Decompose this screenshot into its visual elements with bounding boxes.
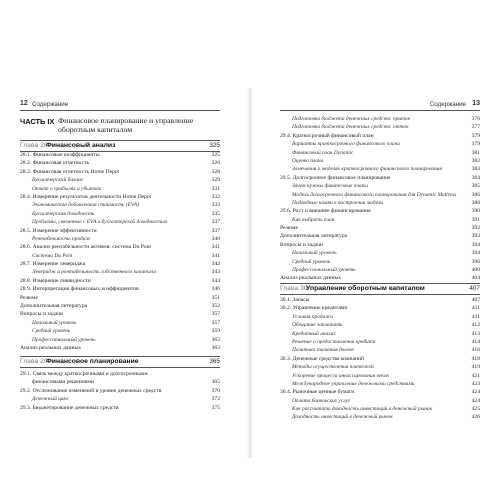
toc-entry[interactable]	[280, 296, 480, 304]
left-page	[20, 100, 220, 460]
toc-entry[interactable]	[20, 370, 220, 378]
toc-entry-title: 30.1. Запасы	[280, 297, 310, 303]
toc-entry-page: 359	[211, 328, 220, 335]
chapter-heading[interactable]	[20, 140, 220, 151]
toc-entry-page: 426	[471, 414, 480, 421]
toc-entry-title: 28.3. Финансовая отчетность Home Depot	[20, 168, 120, 175]
toc-entry-title: Начальный уровень	[32, 319, 77, 326]
toc-entry-page: 394	[471, 250, 480, 257]
toc-list	[20, 151, 220, 352]
toc-entry-page: 412	[471, 322, 480, 329]
toc-entry[interactable]	[280, 232, 480, 240]
toc-subentry[interactable]	[280, 115, 480, 123]
toc-entry-title: Решение о предоставлении кредита	[292, 338, 376, 345]
toc-entry[interactable]	[280, 304, 480, 312]
toc-entry-title: Проблемы, связанные с EVA и бухгалтерской доходностью	[32, 219, 168, 226]
toc-subentry[interactable]	[20, 185, 220, 193]
toc-subentry[interactable]	[280, 258, 480, 266]
toc-entry[interactable]	[20, 404, 220, 412]
toc-subentry[interactable]	[20, 268, 220, 276]
toc-entry-page: 414	[471, 338, 480, 345]
toc-subentry[interactable]	[20, 218, 220, 226]
toc-entry-page: 365	[211, 379, 220, 386]
toc-entry-page: 388	[471, 199, 480, 206]
toc-entry-title: Модель долгосрочного финансового планирования для Dynamic Mattress	[292, 191, 457, 198]
toc-entry[interactable]	[280, 274, 480, 282]
toc-subentry[interactable]	[280, 123, 480, 131]
toc-entry-title: Варианты краткосрочного финансового плана	[292, 141, 400, 148]
toc-entry-page: 329	[211, 177, 220, 184]
toc-entry-title: 28.9. Интерпретация финансовых коэффициентов	[20, 286, 139, 293]
toc-entry-title: Профессиональный уровень	[32, 336, 96, 343]
toc-entry-title: Ускорение процесса инкассирования чеков	[292, 372, 389, 379]
toc-entry-page: 423	[471, 380, 480, 387]
toc-entry-page: 411	[471, 305, 480, 312]
toc-subentry[interactable]	[20, 210, 220, 218]
book-gutter	[247, 88, 253, 458]
toc-entry-title: Экономическая добавленная стоимость (EVA)	[32, 202, 139, 209]
toc-subentry[interactable]	[280, 266, 480, 274]
toc-entry-page: 342	[211, 261, 220, 268]
toc-subentry[interactable]	[280, 397, 480, 405]
toc-entry-page: 377	[471, 124, 480, 131]
toc-entry[interactable]	[20, 310, 220, 318]
left-page-header	[20, 100, 220, 112]
toc-subentry[interactable]	[280, 338, 480, 346]
toc-entry-title: финансовыми решениями	[32, 379, 94, 386]
toc-subentry[interactable]	[280, 191, 480, 199]
toc-entry-page: 370	[211, 387, 220, 394]
toc-entry-title: Подготовка бюджета денежных средств: отток	[292, 124, 409, 131]
toc-entry-title: Дополнительная литература	[20, 303, 88, 310]
toc-entry-title: Доходность инвестиций в денежный рынок	[292, 414, 393, 421]
toc-entry-page: 384	[471, 174, 480, 181]
toc-entry-page: 337	[211, 227, 220, 234]
toc-entry[interactable]	[20, 227, 220, 235]
toc-entry-title: Подводные камни в построении модели	[292, 199, 383, 206]
toc-entry-title: Средний уровень	[32, 328, 71, 335]
toc-entry-title: Кредитный анализ	[292, 330, 336, 337]
toc-entry-page: 379	[471, 141, 480, 148]
toc-entry[interactable]	[20, 378, 220, 386]
toc-entry[interactable]	[280, 388, 480, 396]
toc-entry-title: 29.2. Отслеживание изменений в уровне денежных средств	[20, 387, 162, 394]
toc-entry-title: Оплата банковских услуг	[292, 397, 350, 404]
toc-subentry[interactable]	[20, 235, 220, 243]
toc-subentry[interactable]	[20, 327, 220, 335]
toc-subentry[interactable]	[280, 149, 480, 157]
toc-entry-page: 390	[471, 208, 480, 215]
toc-entry-title: 29.5. Долгосрочное финансовое планирование	[280, 174, 391, 181]
toc-subentry[interactable]	[20, 201, 220, 209]
toc-subentry[interactable]	[20, 176, 220, 184]
toc-entry[interactable]	[20, 151, 220, 159]
toc-entry-page: 382	[471, 157, 480, 164]
toc-subentry[interactable]	[20, 252, 220, 260]
toc-entry-title: Анализ реальных данных	[280, 275, 341, 282]
toc-entry-title: 30.4. Рыночные ценные бумаги	[280, 389, 355, 396]
chapter-heading[interactable]	[280, 283, 480, 294]
part-heading	[20, 117, 220, 137]
toc-entry-page: 340	[211, 235, 220, 242]
toc-entry-page: 376	[471, 116, 480, 122]
toc-entry-page: 362	[211, 336, 220, 343]
toc-subentry[interactable]	[280, 363, 480, 371]
toc-entry-page: 381	[471, 149, 480, 156]
toc-entry-title: Средний уровень	[292, 258, 331, 265]
toc-subentry[interactable]	[280, 313, 480, 321]
part-title: Финансовое планирование и управление оборотным капиталом	[58, 116, 194, 134]
page-number: 13	[472, 100, 480, 107]
toc-entry-page: 333	[211, 202, 220, 209]
toc-entry[interactable]	[20, 243, 220, 251]
toc-list	[20, 370, 220, 412]
toc-subentry[interactable]	[280, 199, 480, 207]
toc-entry-title: 28.5. Измерение эффективности	[20, 227, 97, 234]
toc-entry-page: 424	[471, 397, 480, 404]
header-rule	[20, 110, 220, 111]
toc-entry-page: 357	[211, 319, 220, 326]
toc-entry-page: 407	[471, 297, 480, 303]
toc-entry-page: 332	[211, 193, 220, 200]
toc-subentry[interactable]	[20, 395, 220, 403]
toc-entry-page: 372	[211, 396, 220, 403]
toc-entry[interactable]	[280, 355, 480, 363]
toc-entry[interactable]	[20, 260, 220, 268]
toc-entry-title: 30.2. Управление кредитами	[280, 305, 348, 312]
toc-subentry[interactable]	[280, 249, 480, 257]
chapter-page: 407	[469, 285, 480, 292]
toc-entry-page: 357	[211, 311, 220, 318]
chapter-label: Глава 30	[280, 285, 308, 292]
toc-entry-title: Методы осуществления платежей	[292, 364, 374, 371]
toc-entry-title: Дополнительная литература	[280, 233, 348, 240]
toc-entry-page: 391	[471, 216, 480, 223]
toc-entry-page: 385	[471, 183, 480, 190]
toc-entry-title: Резюме	[20, 294, 38, 301]
toc-entry-page: 392	[471, 225, 480, 232]
toc-entry-page: 416	[471, 347, 480, 354]
toc-entry-page: 351	[211, 294, 220, 301]
toc-subentry[interactable]	[280, 380, 480, 388]
header-rule	[280, 110, 480, 111]
toc-entry-page: 337	[211, 219, 220, 226]
toc-subentry[interactable]	[280, 321, 480, 329]
chapter-heading[interactable]	[20, 356, 220, 367]
toc-entry-page: 411	[471, 313, 480, 320]
chapter-page: 325	[209, 142, 220, 149]
toc-entry-page: 383	[471, 166, 480, 173]
toc-entry[interactable]	[280, 241, 480, 249]
toc-subentry[interactable]	[280, 216, 480, 224]
toc-entry[interactable]	[20, 277, 220, 285]
toc-entry-page: 331	[211, 185, 220, 192]
toc-subentry[interactable]	[280, 157, 480, 165]
toc-entry[interactable]	[20, 285, 220, 293]
toc-entry-page: 325	[211, 152, 220, 158]
toc-entry-page: 386	[471, 191, 480, 198]
toc-entry-title: Бухгалтерский баланс	[32, 177, 84, 184]
toc-entry-title: Бухгалтерская доходность	[32, 210, 95, 217]
toc-entry[interactable]	[20, 193, 220, 201]
toc-entry-title: Как выбрать план	[292, 216, 335, 223]
chapter-title: Управление оборотным капиталом	[306, 285, 425, 292]
toc-subentry[interactable]	[280, 372, 480, 380]
toc-entry-title: 28.8. Измерение ликвидности	[20, 277, 91, 284]
toc-subentry[interactable]	[280, 165, 480, 173]
toc-entry-title: Отчет о прибылях и убытках	[32, 185, 102, 192]
toc-entry-title: Рентабельность продаж	[32, 235, 91, 242]
toc-entry-title: 29.3. Бюджетирование денежных средств	[20, 404, 119, 411]
chapter-page: 365	[209, 358, 220, 365]
toc-entry-title: 29.4. Краткосрочный финансовый план	[280, 132, 374, 139]
page-number: 12	[20, 100, 28, 107]
toc-list	[280, 115, 480, 283]
toc-entry-page: 379	[471, 132, 480, 139]
toc-entry-title: Вопросы и задачи	[280, 241, 323, 248]
running-header: Содержание	[429, 101, 466, 108]
toc-entry-title: 29.1. Связь между краткосрочными и долгосрочными	[20, 371, 148, 377]
toc-entry-title: 28.2. Финансовая отчетность	[20, 160, 90, 167]
toc-entry-page: 413	[471, 330, 480, 337]
toc-entry-title: Анализ реальных данных	[20, 344, 81, 351]
toc-entry-title: Как рассчитать доходность инвестиций в денежный рынок	[292, 406, 433, 413]
toc-entry-title: Подготовка бюджета денежных средств: приток	[292, 116, 411, 122]
toc-subentry[interactable]	[20, 319, 220, 327]
toc-entry-title: Леверидж и рентабельность собственного капитала	[32, 269, 156, 276]
toc-entry-page: 341	[211, 252, 220, 259]
toc-entry-page: 341	[211, 244, 220, 251]
toc-subentry[interactable]	[20, 336, 220, 344]
toc-subentry[interactable]	[280, 346, 480, 354]
toc-entry-page: 421	[471, 372, 480, 379]
running-header: Содержание	[32, 101, 69, 108]
chapter-title: Финансовый анализ	[46, 142, 116, 149]
right-page-header	[280, 100, 480, 112]
toc-entry[interactable]	[20, 168, 220, 176]
toc-entry-page: 344	[211, 277, 220, 284]
toc-entry-page: 404	[471, 275, 480, 282]
toc-subentry[interactable]	[280, 140, 480, 148]
toc-entry-page: 363	[211, 344, 220, 351]
toc-entry[interactable]	[20, 294, 220, 302]
toc-entry-title: 28.1. Финансовые коэффициенты	[20, 152, 100, 158]
toc-entry-page: 326	[211, 160, 220, 167]
toc-entry-page: 394	[471, 241, 480, 248]
toc-entry[interactable]	[20, 159, 220, 167]
toc-entry-title: 28.4. Измерение результатов деятельности Home Depot	[20, 193, 152, 200]
toc-entry[interactable]	[20, 387, 220, 395]
toc-entry-page: 375	[211, 404, 220, 411]
toc-entry-page: 352	[211, 303, 220, 310]
toc-entry-title: Международное управление денежными средствами	[292, 380, 415, 387]
toc-entry-title: Обещание заплатить	[292, 322, 343, 329]
toc-entry-title: 30.3. Денежные средства компаний	[280, 355, 364, 362]
toc-subentry[interactable]	[280, 182, 480, 190]
toc-entry-page: 335	[211, 210, 220, 217]
toc-entry-page: 393	[471, 233, 480, 240]
toc-entry-page: 425	[471, 406, 480, 413]
toc-entry[interactable]	[280, 207, 480, 215]
toc-entry-title: Условия продажи	[292, 313, 333, 320]
toc-entry[interactable]	[280, 132, 480, 140]
toc-entry-title: Замечания о моделях краткосрочного финансового планирования	[292, 166, 442, 173]
toc-entry-title: Зачем нужны финансовые планы	[292, 183, 368, 190]
toc-entry-title: Оценка плана	[292, 157, 324, 164]
toc-entry-title: Вопросы и задачи	[20, 311, 63, 318]
toc-entry-title: Профессиональный уровень	[292, 267, 356, 274]
chapter-label: Глава 28	[20, 142, 48, 149]
toc-subentry[interactable]	[280, 405, 480, 413]
toc-entry[interactable]	[280, 174, 480, 182]
toc-entry[interactable]	[20, 344, 220, 352]
toc-entry-page: 343	[211, 269, 220, 276]
chapter-title: Финансовое планирование	[46, 358, 139, 365]
toc-entry-page: 346	[211, 286, 220, 293]
right-page	[280, 100, 480, 460]
chapter-label: Глава 29	[20, 358, 48, 365]
toc-subentry[interactable]	[280, 413, 480, 421]
part-label: ЧАСТЬ IX	[20, 117, 55, 126]
toc-entry-page: 396	[471, 258, 480, 265]
toc-entry[interactable]	[280, 224, 480, 232]
toc-entry-page: 424	[471, 389, 480, 396]
toc-list	[280, 296, 480, 422]
toc-entry-title: Резюме	[280, 225, 298, 232]
toc-entry-page: 400	[471, 267, 480, 274]
toc-entry-title: Система Du Pont	[32, 252, 73, 259]
toc-entry-title: Политика взимания долгов	[292, 347, 354, 354]
toc-entry-title: 29.6. Рост и внешнее финансирование	[280, 208, 371, 215]
toc-entry-page: 418	[471, 355, 480, 362]
toc-entry-page: 419	[471, 364, 480, 371]
toc-entry[interactable]	[20, 302, 220, 310]
toc-entry-title: Финансовый план Dynamic	[292, 149, 354, 156]
toc-subentry[interactable]	[280, 330, 480, 338]
toc-entry-page: 328	[211, 168, 220, 175]
toc-entry-title: Денежный цикл	[32, 396, 69, 403]
toc-entry-title: 28.7. Измерение левериджа	[20, 261, 86, 268]
toc-entry-title: Начальный уровень	[292, 250, 337, 257]
toc-entry-title: 28.6. Анализ рентабельности активов: система Du Pont	[20, 244, 151, 251]
